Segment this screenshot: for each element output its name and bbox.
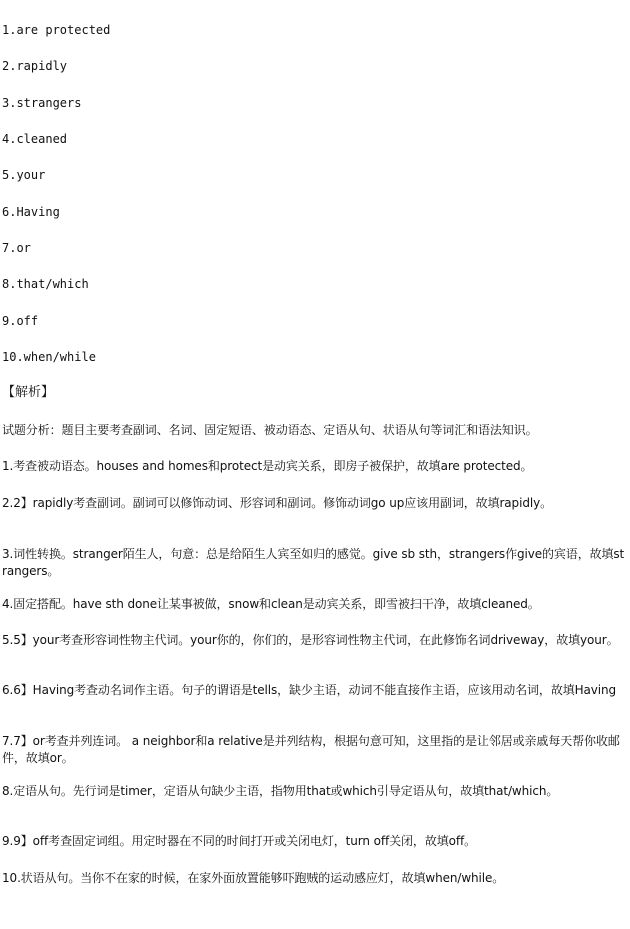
analysis-item-9: 9.9】off考查固定词组。用定时器在不同的时间打开或关闭电灯，turn off关闭，故填off。 [2,834,477,848]
analysis-item-10: 10.状语从句。当你不在家的时候，在家外面放置能够吓跑贼的运动感应灯，故填when/while。 [2,871,505,885]
analysis-intro: 试题分析：题目主要考查副词、名词、固定短语、被动语态、定语从句、状语从句等词汇和语法知识。 [2,423,538,437]
analysis-item-8: 8.定语从句。先行词是timer，定语从句缺少主语，指物用that或which引导定语从句，故填that/which。 [2,784,559,798]
analysis-heading: 【解析】 [2,385,55,400]
answer-7: 7.or [2,241,31,255]
answer-5: 5.your [2,168,46,182]
answer-8: 8.that/which [2,277,89,291]
answer-2: 2.rapidly [2,59,68,73]
analysis-item-5: 5.5】your考查形容词性物主代词。your你的，你们的，是形容词性物主代词，在此修饰名词driveway，故填your。 [2,633,619,647]
answer-10: 10.when/while [2,350,96,364]
analysis-item-3: 3.词性转换。stranger陌生人，句意：总是给陌生人宾至如归的感觉。give sb sth，strangers作give的宾语，故填strangers。 [2,547,625,578]
answer-1: 1.are protected [2,23,111,37]
analysis-item-1: 1.考查被动语态。houses and homes和protect是动宾关系，即房子被保护，故填are protected。 [2,459,533,473]
analysis-item-4: 4.固定搭配。have sth done让某事被做，snow和clean是动宾关系，即雪被扫干净，故填cleaned。 [2,597,540,611]
answer-4: 4.cleaned [2,132,68,146]
answer-6: 6.Having [2,205,60,219]
answer-9: 9.off [2,314,39,328]
analysis-item-2: 2.2】rapidly考查副词。副词可以修饰动词、形容词和副词。修饰动词go up应该用副词，故填rapidly。 [2,496,552,510]
analysis-item-6: 6.6】Having考查动名词作主语。句子的谓语是tells，缺少主语，动词不能直接作主语，应该用动名词，故填Having [2,683,617,697]
answer-3: 3.strangers [2,96,82,110]
analysis-item-7: 7.7】or考查并列连词。 a neighbor和a relative是并列结构，根据句意可知，这里指的是让邻居或亲戚每天帮你收邮件，故填or。 [2,734,620,765]
